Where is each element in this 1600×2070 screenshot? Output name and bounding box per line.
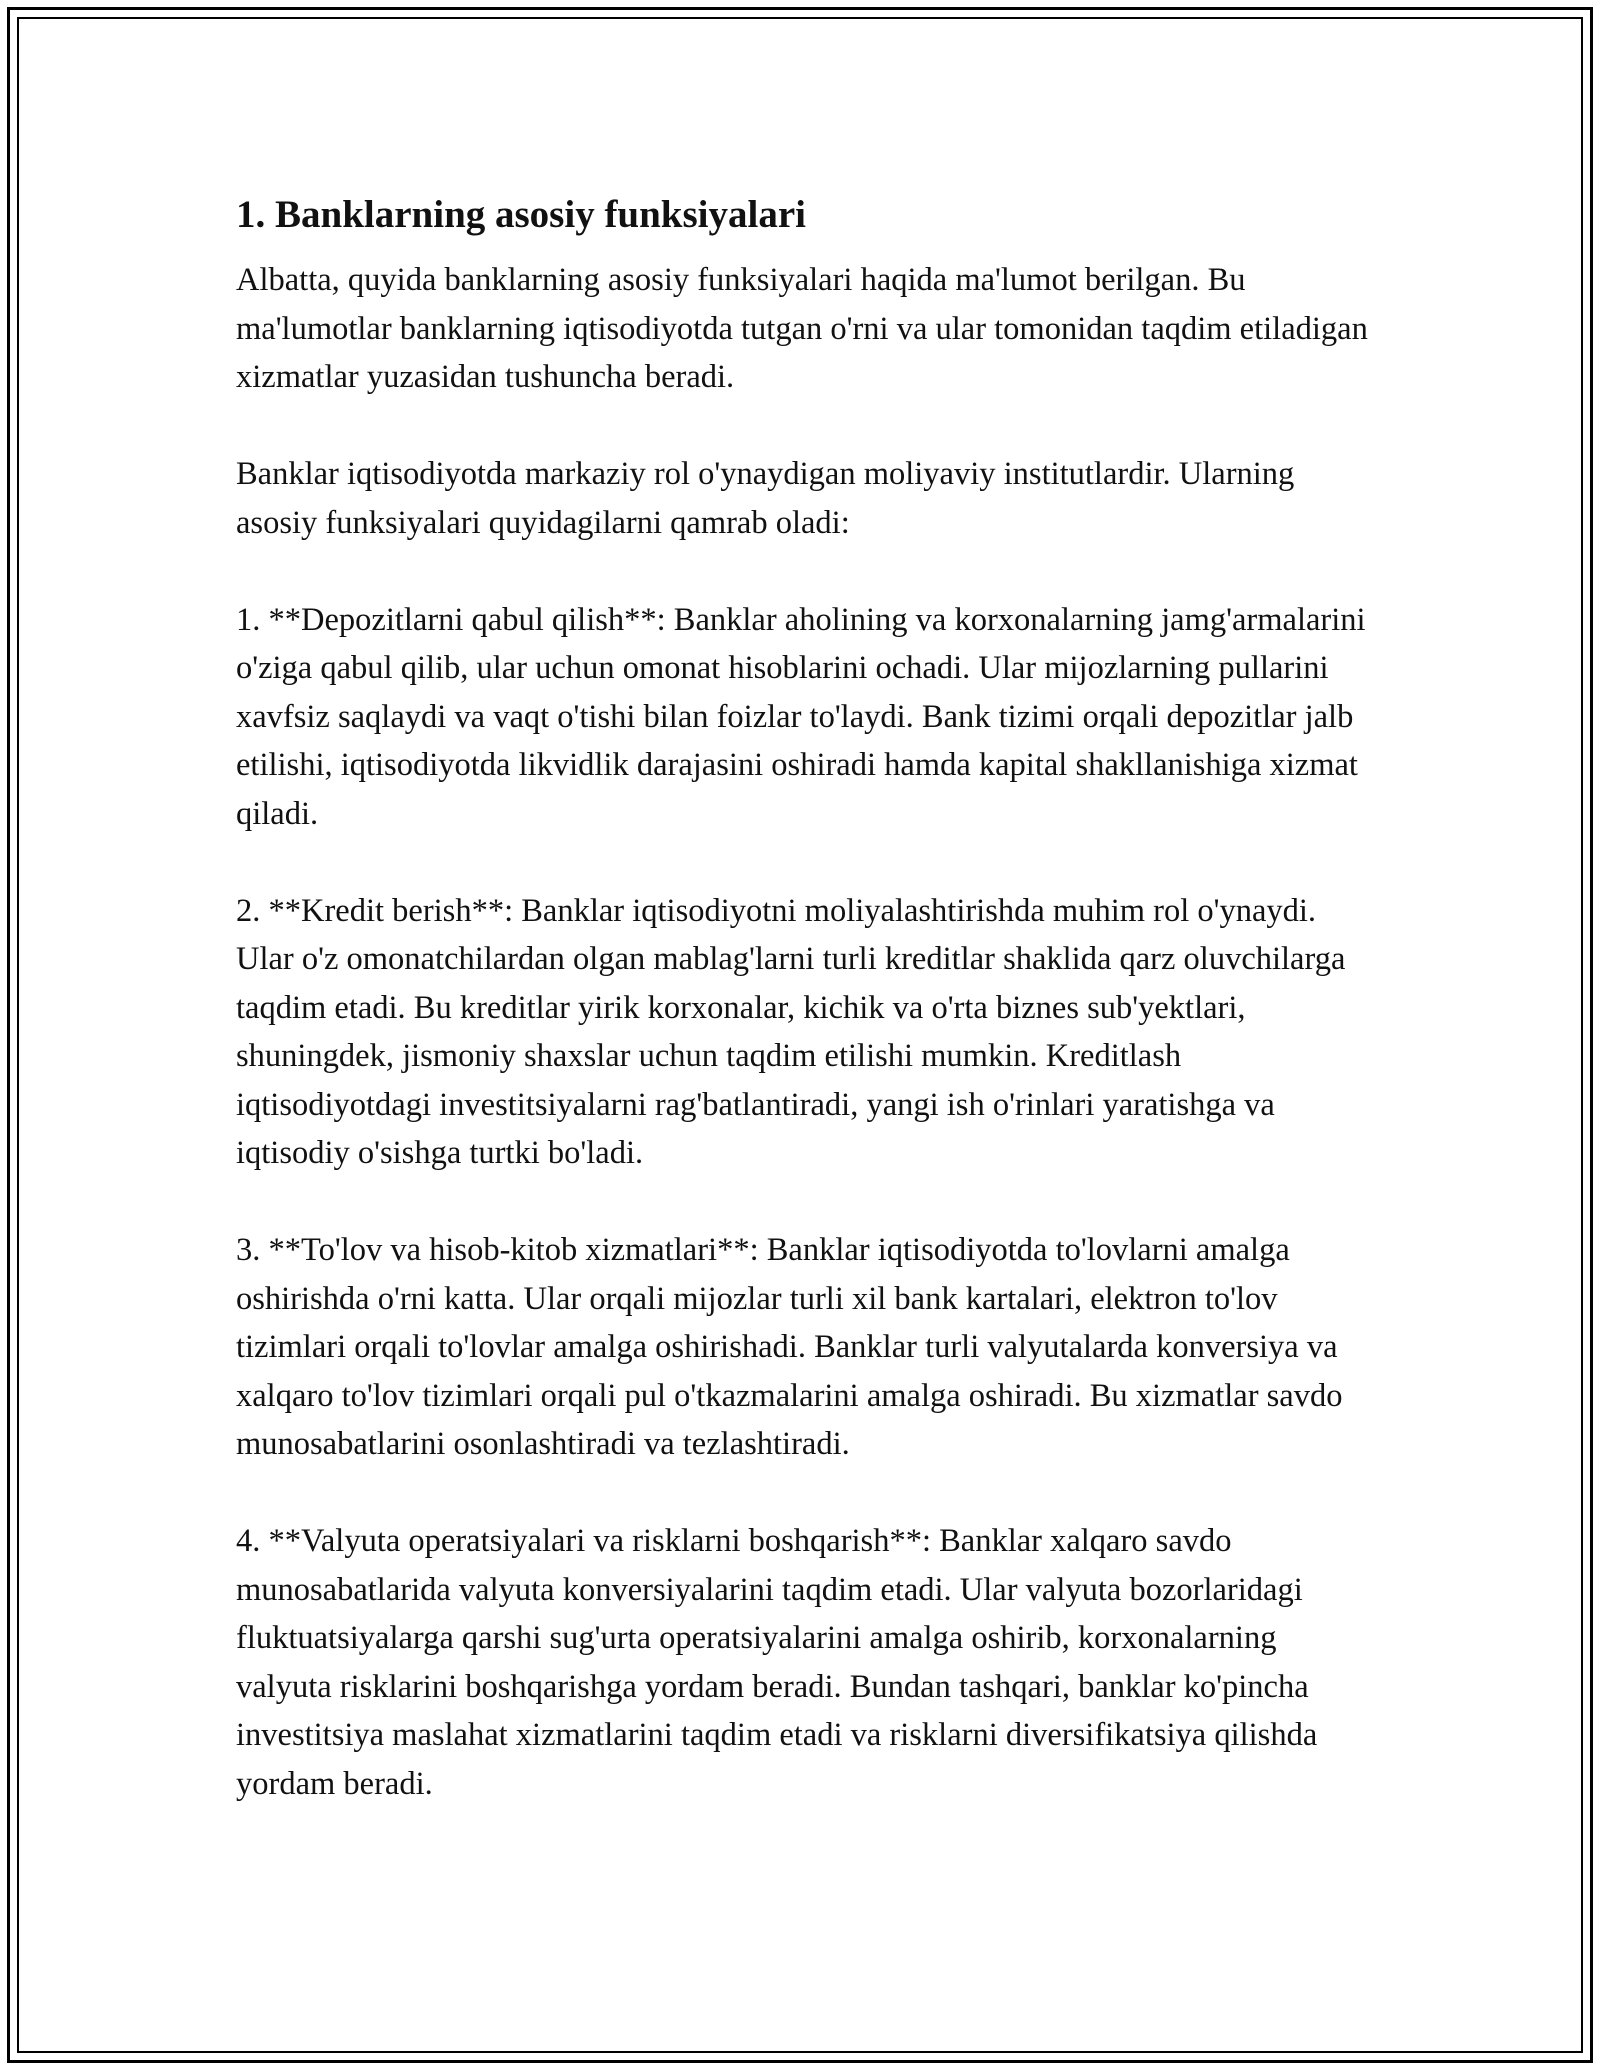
document-heading: 1. Banklarning asosiy funksiyalari <box>236 193 806 236</box>
currency-risk-paragraph: 4. **Valyuta operatsiyalari va risklarni boshqarish**: Banklar xalqaro savdo munosabatlarida valyuta konversiyalarini taqdim etadi. Ular valyuta bozorlaridagi fluktuatsiyalarga qarshi sug'urta operatsiyalarini amalga oshirib, korxonalarning valyuta risklarini boshqarishga yordam beradi. Bundan tashqari, banklar ko'pincha investitsiya maslahat xizmatlarini taqdim etadi va risklarni diversifikatsiya qilishda yordam beradi. <box>236 1523 1318 1802</box>
overview-paragraph: Banklar iqtisodiyotda markaziy rol o'ynaydigan moliyaviy institutlardir. Ularning asosiy funksiyalari quyidagilarni qamrab oladi: <box>236 456 1295 541</box>
intro-paragraph: Albatta, quyida banklarning asosiy funksiyalari haqida ma'lumot berilgan. Bu ma'lumotlar banklarning iqtisodiyotda tutgan o'rni va ular tomonidan taqdim etiladigan xizmatlar yuzasidan tushuncha beradi. <box>236 262 1368 395</box>
credit-paragraph: 2. **Kredit berish**: Banklar iqtisodiyotni moliyalashtirishda muhim rol o'ynaydi. Ular o'z omonatchilardan olgan mablag'larni turli kreditlar shaklida qarz oluvchilarga taqdim etadi. Bu kreditlar yirik korxonalar, kichik va o'rta biznes sub'yektlari, shuningdek, jismoniy shaxslar uchun taqdim etilishi mumkin. Kreditlash iqtisodiyotdagi investitsiyalarni rag'batlantiradi, yangi ish o'rinlari yaratishga va iqtisodiy o'sishga turtki bo'ladi. <box>236 892 1346 1171</box>
payments-paragraph: 3. **To'lov va hisob-kitob xizmatlari**: Banklar iqtisodiyotda to'lovlarni amalga oshirishda o'rni katta. Ular orqali mijozlar turli xil bank kartalari, elektron to'lov tizimlari orqali to'lovlar amalga oshirishadi. Banklar turli valyutalarda konversiya va xalqaro to'lov tizimlari orqali pul o'tkazmalarini amalga oshiradi. Bu xizmatlar savdo munosabatlarini osonlashtiradi va tezlashtiradi. <box>236 1232 1343 1462</box>
deposits-paragraph: 1. **Depozitlarni qabul qilish**: Banklar aholining va korxonalarning jamg'armalarini o'ziga qabul qilib, ular uchun omonat hisoblarini ochadi. Ular mijozlarning pullarini xavfsiz saqlaydi va vaqt o'tishi bilan foizlar to'laydi. Bank tizimi orqali depozitlar jalb etilishi, iqtisodiyotda likvidlik darajasini oshiradi hamda kapital shakllanishiga xizmat qiladi. <box>236 601 1366 832</box>
document-body <box>236 190 1376 1857</box>
